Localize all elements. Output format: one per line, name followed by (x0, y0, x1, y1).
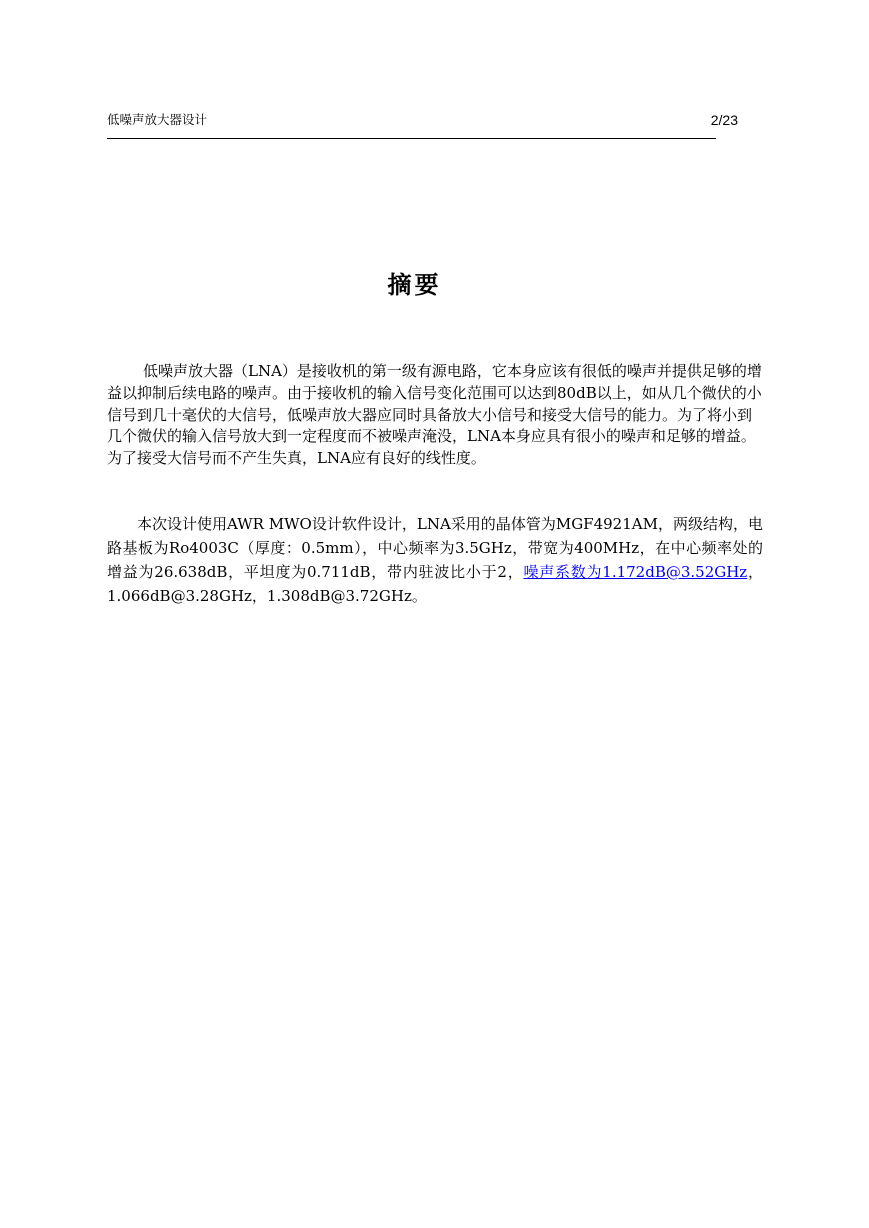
paragraph-2-text: 本次设计使用AWR MWO设计软件设计，LNA采用的晶体管为MGF4921AM，两级结构，电路基板为Ro4003C（厚度：0.5mm），中心频率为3.5GHz，带宽为400MHz，在中心频率处的增益为26.638dB，平坦度为0.711dB，带内驻波比小于2， (107, 515, 763, 581)
abstract-heading: 摘要 (387, 271, 442, 299)
abstract-paragraph-1: 低噪声放大器（LNA）是接收机的第一级有源电路，它本身应该有很低的噪声并提供足够的增益以抑制后续电路的噪声。由于接收机的输入信号变化范围可以达到80dB以上，如从几个微伏的小信号到几十毫伏的大信号，低噪声放大器应同时具备放大小信号和接受大信号的能力。为了将小到几个微伏的输入信号放大到一定程度而不被噪声淹没，LNA本身应具有很小的噪声和足够的增益。为了接受大信号而不产生失真，LNA应有良好的线性度。 (107, 362, 762, 468)
noise-figure-link[interactable]: 噪声系数为1.172dB@3.52GHz (523, 563, 748, 581)
page-header (107, 112, 738, 139)
page-number: 2/23 (710, 112, 738, 128)
paragraph-2-tail: ，1.066dB@3.28GHz，1.308dB@3.72GHz。 (107, 563, 763, 605)
abstract-paragraph-2 (107, 512, 763, 608)
header-title: 低噪声放大器设计 (107, 112, 208, 127)
